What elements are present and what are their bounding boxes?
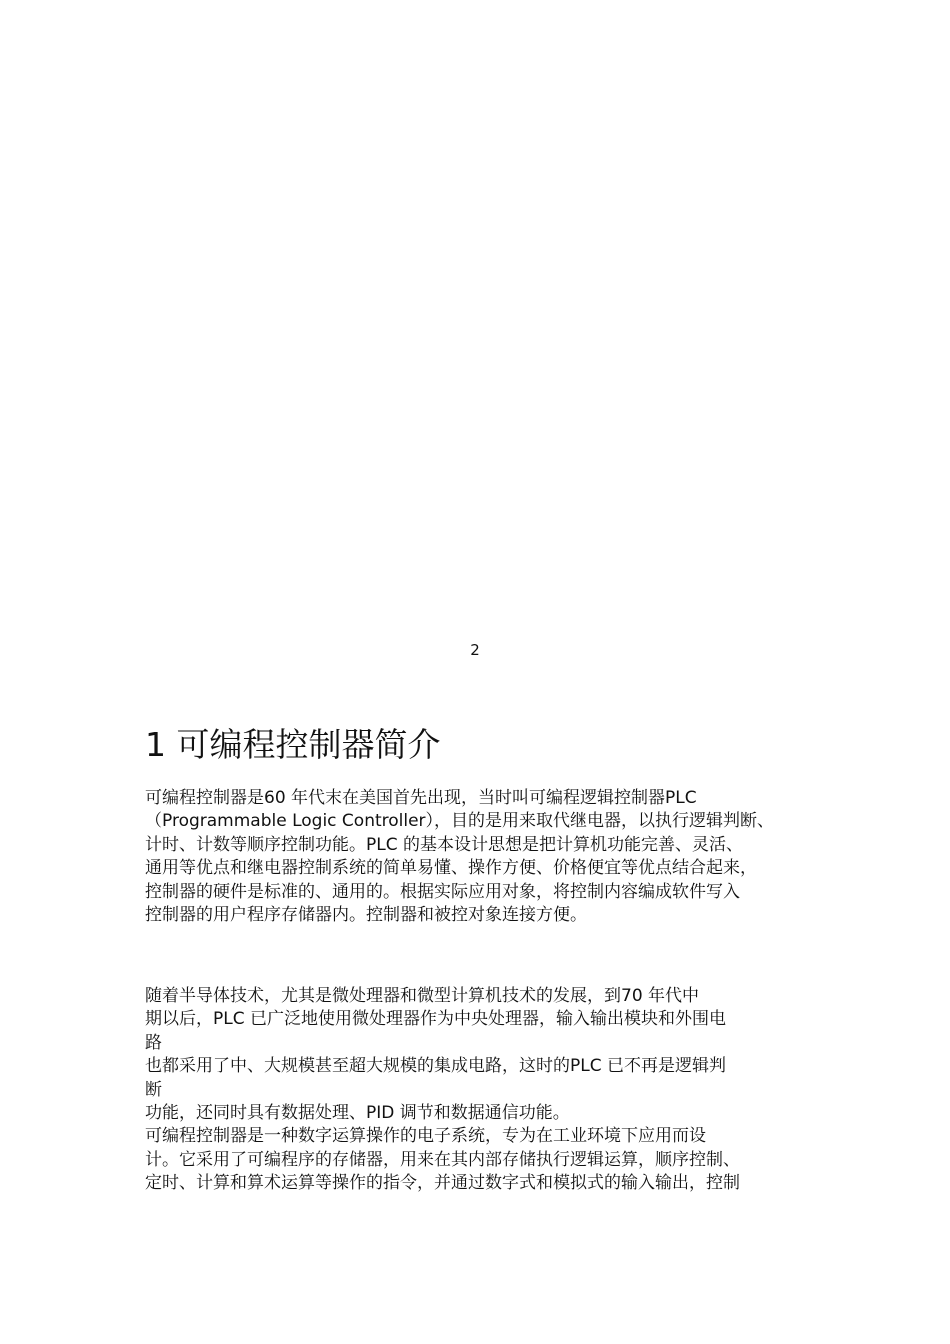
paragraph-line: 断 xyxy=(145,1079,162,1100)
paragraph-line: 可编程控制器是一种数字运算操作的电子系统，专为在工业环境下应用而设 xyxy=(145,1126,706,1147)
paragraph-line: 可编程控制器是60 年代末在美国首先出现，当时叫可编程逻辑控制器PLC xyxy=(145,788,697,808)
paragraph-line: 功能，还同时具有数据处理、PID 调节和数据通信功能。 xyxy=(145,1102,570,1123)
paragraph-line: 控制器的硬件是标准的、通用的。根据实际应用对象，将控制内容编成软件写入 xyxy=(145,881,740,902)
paragraph-line: 定时、计算和算术运算等操作的指令，并通过数字式和模拟式的输入输出，控制 xyxy=(145,1173,740,1194)
paragraph-line: 计时、计数等顺序控制功能。PLC 的基本设计思想是把计算机功能完善、灵活、 xyxy=(145,834,743,855)
paragraph-plc-development xyxy=(145,985,815,1196)
paragraph-line: （Programmable Logic Controller），目的是用来取代继电器，以执行逻辑判断、 xyxy=(145,811,775,832)
paragraph-line: 随着半导体技术，尤其是微处理器和微型计算机技术的发展，到70 年代中 xyxy=(145,986,700,1006)
paragraph-line: 期以后，PLC 已广泛地使用微处理器作为中央处理器，输入输出模块和外围电 xyxy=(145,1009,726,1030)
page-number: 2 xyxy=(470,641,480,659)
section-heading: 1 可编程控制器简介 xyxy=(145,725,441,764)
paragraph-line: 路 xyxy=(145,1032,162,1053)
paragraph-line: 控制器的用户程序存储器内。控制器和被控对象连接方便。 xyxy=(145,904,587,925)
paragraph-line: 通用等优点和继电器控制系统的简单易懂、操作方便、价格便宜等优点结合起来， xyxy=(145,858,757,879)
paragraph-line: 也都采用了中、大规模甚至超大规模的集成电路，这时的PLC 已不再是逻辑判 xyxy=(145,1056,726,1077)
paragraph-line: 计。它采用了可编程序的存储器，用来在其内部存储执行逻辑运算，顺序控制、 xyxy=(145,1149,740,1170)
paragraph-plc-origin xyxy=(145,787,815,927)
